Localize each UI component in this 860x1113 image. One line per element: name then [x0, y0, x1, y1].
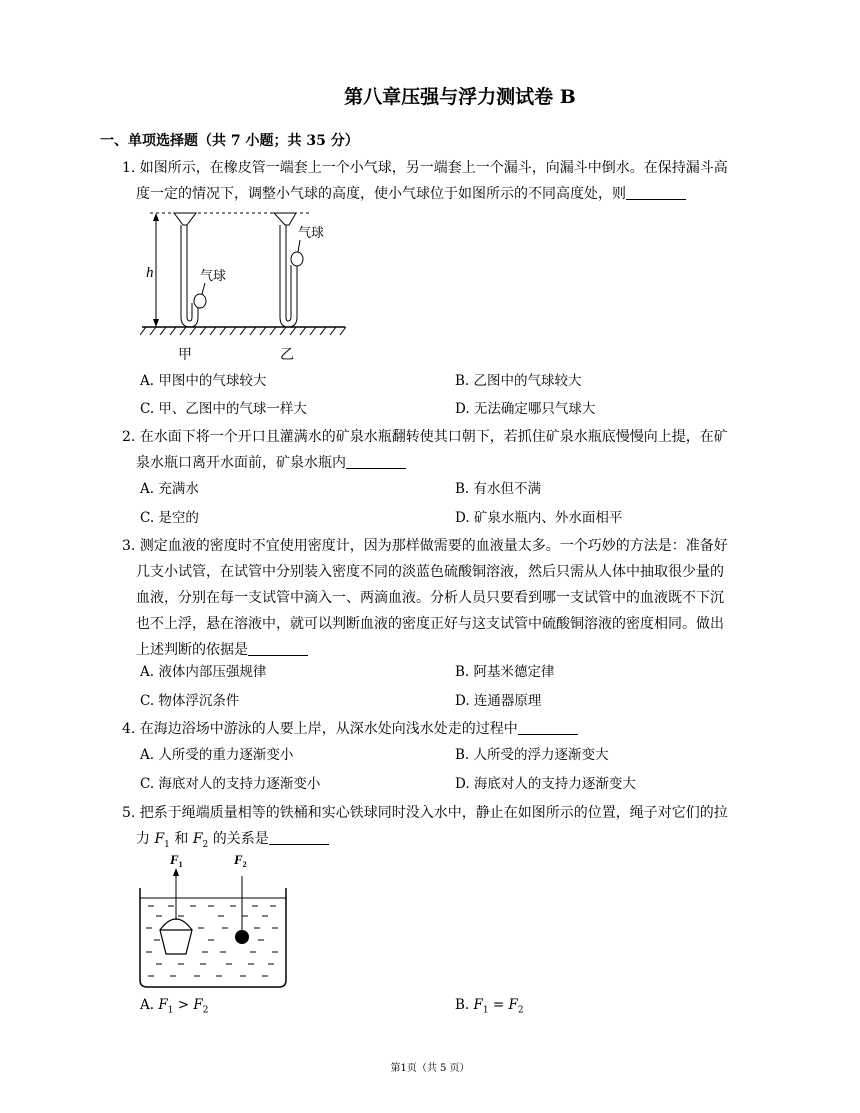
answer-blank [269, 830, 329, 845]
tube-jia [174, 213, 198, 327]
label-h: h [146, 265, 154, 281]
q2-option-d[interactable]: D. 矿泉水瓶内、外水面相平 [455, 510, 623, 526]
q1-option-d[interactable]: D. 无法确定哪只气球大 [455, 401, 596, 417]
q4-option-a[interactable]: A. 人所受的重力逐渐变小 [140, 747, 294, 763]
figure-balloon-funnel [140, 205, 350, 365]
bucket [160, 930, 192, 954]
question-3-line-3: 血液，分别在每一支试管中滴入一、两滴血液。分析人员只要看到哪一支试管中的血液既不下沉 [136, 590, 724, 606]
q3-option-a[interactable]: A. 液体内部压强规律 [140, 664, 267, 680]
question-3-line-1: 3. 测定血液的密度时不宜使用密度计，因为那样做需要的血液量太多。一个巧妙的方法是：准备好 [122, 538, 728, 554]
q5-option-a[interactable]: A. $F_1 > F_2$ [140, 997, 209, 1016]
balloon-jia [194, 294, 206, 308]
question-3-line-5: 上述判断的依据是 [122, 637, 768, 663]
label-balloon-yi: 气球 [298, 226, 325, 241]
answer-blank [518, 720, 578, 735]
question-5-line-1: 5. 把系于绳端质量相等的铁桶和实心铁球同时没入水中，静止在如图所示的位置，绳子对它们的拉 [122, 805, 728, 821]
q1-option-a[interactable]: A. 甲图中的气球较大 [140, 373, 267, 389]
page-footer: 第1页（共 5 页） [390, 1063, 470, 1074]
question-4-line-1: 4. 在海边浴场中游泳的人要上岸，从深水处向浅水处走的过程中 [122, 716, 768, 742]
question-3-line-4: 也不上浮，悬在溶液中，就可以判断血液的密度正好与这支试管中硫酸铜溶液的密度相同。做出 [136, 616, 724, 632]
q1-option-c[interactable]: C. 甲、乙图中的气球一样大 [140, 401, 307, 417]
figure-bucket-ball [138, 852, 298, 992]
iron-ball [235, 930, 249, 944]
question-2-line-1: 2. 在水面下将一个开口且灌满水的矿泉水瓶翻转使其口朝下，若抓住矿泉水瓶底慢慢向上提，在矿 [122, 429, 728, 445]
q4-option-c[interactable]: C. 海底对人的支持力逐渐变小 [140, 776, 321, 792]
section-heading: 一、单项选择题（共 7 小题；共 35 分） [100, 133, 359, 149]
label-F2: $F_2$ [234, 852, 247, 869]
question-1-line-2: 度一定的情况下，调整小气球的高度，使小气球位于如图所示的不同高度处，则 [122, 181, 768, 207]
bucket-handle [160, 919, 192, 930]
tube-yi [274, 213, 297, 327]
q3-option-b[interactable]: B. 阿基米德定律 [455, 664, 555, 680]
question-1 [122, 155, 768, 207]
question-1-line-1: 1. 如图所示，在橡皮管一端套上一个小气球，另一端套上一个漏斗，向漏斗中倒水。在保持漏斗高 [122, 160, 728, 176]
q2-option-a[interactable]: A. 充满水 [140, 481, 199, 497]
q5-option-b[interactable]: B. $F_1 = F_2$ [455, 997, 524, 1016]
label-yi: 乙 [280, 347, 294, 363]
question-2 [122, 424, 768, 476]
q4-option-b[interactable]: B. 人所受的浮力逐渐变大 [455, 747, 609, 763]
question-3 [122, 533, 768, 663]
page-title: 第八章压强与浮力测试卷 B [344, 86, 576, 108]
q1-option-b[interactable]: B. 乙图中的气球较大 [455, 373, 582, 389]
answer-blank [626, 185, 686, 200]
q2-option-c[interactable]: C. 是空的 [140, 510, 199, 526]
question-4 [122, 716, 768, 742]
q4-option-d[interactable]: D. 海底对人的支持力逐渐变大 [455, 776, 636, 792]
label-jia: 甲 [178, 347, 192, 363]
q2-option-b[interactable]: B. 有水但不满 [455, 481, 542, 497]
balloon-yi [291, 252, 303, 266]
label-F1: $F_1$ [170, 852, 183, 869]
question-5 [122, 800, 768, 858]
answer-blank [346, 454, 406, 469]
answer-blank [248, 641, 308, 656]
question-5-line-2: 力 $F_1$ 和 $F_2$ 的关系是 [122, 826, 768, 858]
q3-option-c[interactable]: C. 物体浮沉条件 [140, 693, 240, 709]
question-3-line-2: 几支小试管，在试管中分别装入密度不同的淡蓝色硫酸铜溶液，然后只需从人体中抽取很少量的 [136, 564, 724, 580]
q3-option-d[interactable]: D. 连通器原理 [455, 693, 542, 709]
label-balloon-jia: 气球 [200, 269, 227, 284]
question-2-line-2: 泉水瓶口离开水面前，矿泉水瓶内 [122, 450, 768, 476]
